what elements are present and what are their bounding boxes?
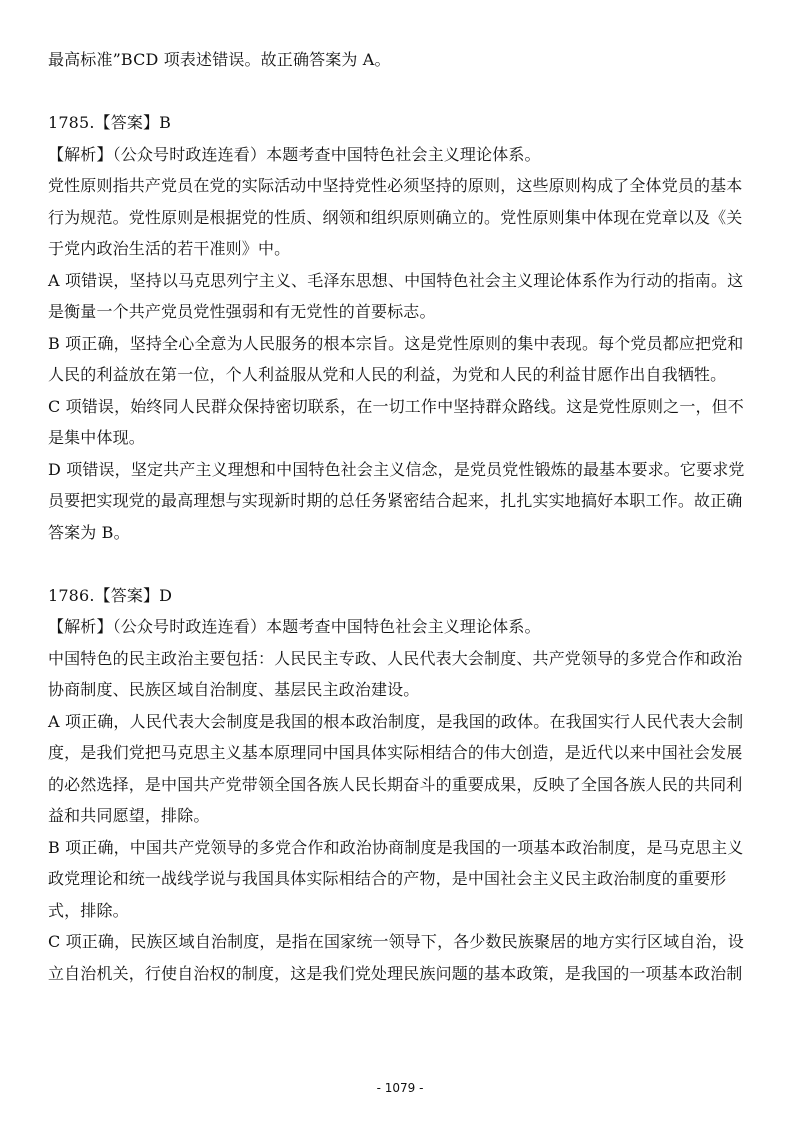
explanation-body — [48, 170, 753, 265]
text-line: 行为规范。党性原则是根据党的性质、纲领和组织原则确立的。党性原则集中体现在党章以及《关 — [48, 207, 743, 227]
text-line: 政党理论和统一战线学说与我国具体实际相结合的产物，是中国社会主义民主政治制度的重要形 — [48, 869, 727, 888]
text-line: A 项正确，人民代表大会制度是我国的根本政治制度，是我国的政体。在我国实行人民代表大会制 — [48, 711, 744, 731]
analysis-heading: 【解析】（公众号时政连连看）本题考查中国特色社会主义理论体系。 — [48, 617, 541, 636]
text-line: 益和共同愿望，排除。 — [48, 806, 210, 825]
text-line: 式，排除。 — [48, 900, 129, 920]
text-line: B 项正确，中国共产党领导的多党合作和政治协商制度是我国的一项基本政治制度，是马克思主义 — [48, 837, 744, 857]
document-page — [48, 44, 753, 989]
answer-heading: 1786.【答案】D — [48, 585, 173, 605]
page-number: - 1079 - — [376, 1081, 424, 1095]
option-a-explanation — [48, 265, 753, 328]
option-b-explanation — [48, 328, 753, 391]
answer-heading: 1785.【答案】B — [48, 113, 172, 132]
option-a-explanation — [48, 706, 753, 832]
text-line: 度，是我们党把马克思主义基本原理同中国具体实际相结合的伟大创造，是近代以来中国社会发展 — [48, 743, 743, 762]
text-line: C 项错误，始终同人民群众保持密切联系，在一切工作中坚持群众路线。这是党性原则之一，但不 — [48, 396, 744, 416]
text-line: 的必然选择，是中国共产党带领全国各族人民长期奋斗的重要成果，反映了全国各族人民的共同利 — [48, 774, 743, 794]
explanation-body — [48, 643, 753, 706]
option-c-explanation — [48, 391, 753, 454]
text-line: 最高标准”BCD 项表述错误。故正确答案为 A。 — [48, 50, 391, 69]
text-line: 协商制度、民族区域自治制度、基层民主政治建设。 — [48, 680, 420, 699]
text-line: B 项正确，坚持全心全意为人民服务的根本宗旨。这是党性原则的集中表现。每个党员都应把党和 — [48, 333, 744, 353]
question-1786 — [48, 580, 753, 990]
text-line: C 项正确，民族区域自治制度，是指在国家统一领导下，各少数民族聚居的地方实行区域自治，设 — [48, 932, 744, 951]
option-c-explanation — [48, 926, 753, 989]
text-line: 员要把实现党的最高理想与实现新时期的总任务紧密结合起来，扎扎实实地搞好本职工作。故正确 — [48, 491, 743, 510]
text-line: D 项错误，坚定共产主义理想和中国特色社会主义信念，是党员党性锻炼的最基本要求。它要求党 — [48, 459, 745, 479]
text-line: A 项错误，坚持以马克思列宁主义、毛泽东思想、中国特色社会主义理论体系作为行动的指南。这 — [48, 270, 744, 290]
question-1785 — [48, 107, 753, 548]
option-d-explanation — [48, 454, 753, 549]
paragraph-gap — [48, 76, 753, 108]
text-line: 立自治机关，行使自治权的制度，这是我们党处理民族问题的基本政策，是我国的一项基本政治制 — [48, 963, 743, 983]
text-line: 人民的利益放在第一位，个人利益服从党和人民的利益，为党和人民的利益甘愿作出自我牺牲。 — [48, 365, 727, 384]
text-line: 是衡量一个共产党员党性强弱和有无党性的首要标志。 — [48, 302, 436, 321]
intro-paragraph — [48, 44, 753, 76]
option-b-explanation — [48, 832, 753, 927]
text-line: 是集中体现。 — [48, 428, 145, 447]
text-line: 答案为 B。 — [48, 522, 130, 542]
text-line: 中国特色的民主政治主要包括：人民民主专政、人民代表大会制度、共产党领导的多党合作和政治 — [48, 648, 743, 668]
text-line: 于党内政治生活的若干准则》中。 — [48, 239, 291, 258]
text-line: 党性原则指共产党员在党的实际活动中坚持党性必须坚持的原则，这些原则构成了全体党员的基本 — [48, 176, 743, 195]
paragraph-gap — [48, 548, 753, 580]
analysis-heading: 【解析】（公众号时政连连看）本题考查中国特色社会主义理论体系。 — [48, 144, 541, 164]
